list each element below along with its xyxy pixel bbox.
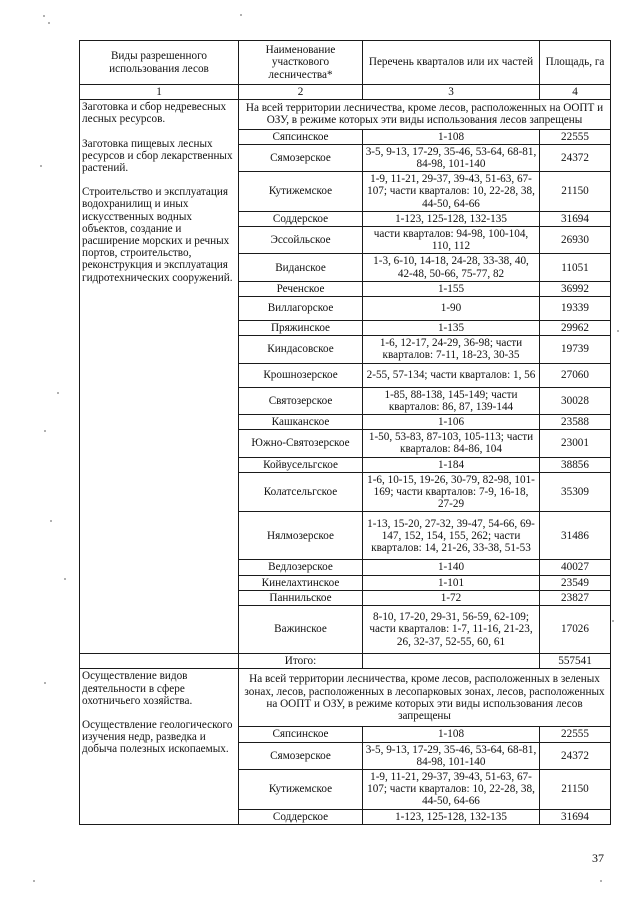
scan-speck [43, 15, 45, 17]
quarters-list: 1-108 [363, 727, 540, 742]
quarters-list: 1-106 [363, 415, 540, 430]
quarters-list: 1-101 [363, 575, 540, 590]
district-name: Сяпсинское [239, 129, 363, 144]
quarters-list: 1-155 [363, 281, 540, 296]
district-name: Нялмозерское [239, 512, 363, 560]
header-area: Площадь, га [540, 41, 611, 85]
column-number-1: 1 [80, 85, 239, 100]
column-numbers-row [80, 85, 611, 100]
district-name: Паннильское [239, 590, 363, 605]
area-value: 38856 [540, 457, 611, 472]
scan-speck [64, 578, 66, 580]
scan-speck [612, 620, 614, 622]
quarters-list: 3-5, 9-13, 17-29, 35-46, 53-64, 68-81, 84-98, 101-140 [363, 144, 540, 171]
column-number-3: 3 [363, 85, 540, 100]
area-value: 29962 [540, 321, 611, 336]
district-name: Сямозерское [239, 144, 363, 171]
scan-speck [48, 22, 50, 24]
district-name: Крошнозерское [239, 363, 363, 387]
area-value: 17026 [540, 606, 611, 654]
area-value: 23588 [540, 415, 611, 430]
scan-speck [33, 880, 35, 882]
district-name: Соддерское [239, 809, 363, 824]
total-area: 557541 [540, 654, 611, 669]
area-value: 31694 [540, 809, 611, 824]
quarters-list: 1-135 [363, 321, 540, 336]
header-district-name: Наименование участкового лесничества* [239, 41, 363, 85]
column-number-2: 2 [239, 85, 363, 100]
use-type-text: Заготовка пищевых лесных ресурсов и сбор лекарственных растений. [82, 137, 233, 175]
area-value: 36992 [540, 281, 611, 296]
quarters-list: части кварталов: 94-98, 100-104, 110, 112 [363, 227, 540, 254]
district-name: Сямозерское [239, 742, 363, 769]
quarters-list: 1-90 [363, 297, 540, 321]
territory-note: На всей территории лесничества, кроме лесов, расположенных в зеленых зонах, лесов, расположенных в лесопарковых зонах, лесов, расположенных на ООПТ и ОЗУ, в режиме которых эти виды использования лесов запрещены [239, 669, 611, 727]
area-value: 21150 [540, 172, 611, 212]
area-value: 11051 [540, 254, 611, 281]
page-number: 37 [592, 851, 604, 865]
scan-speck [57, 392, 59, 394]
use-types-cell [80, 669, 239, 824]
section-note-row [80, 669, 611, 727]
header-quarters-list: Перечень кварталов или их частей [363, 41, 540, 85]
district-name: Эссойльское [239, 227, 363, 254]
scan-speck [240, 14, 242, 16]
quarters-list: 1-85, 88-138, 145-149; части кварталов: 86, 87, 139-144 [363, 387, 540, 414]
area-value: 24372 [540, 144, 611, 171]
district-name: Киндасовское [239, 336, 363, 363]
district-name: Виданское [239, 254, 363, 281]
use-type-text: Заготовка и сбор недревесных лесных ресурсов. [82, 101, 227, 126]
quarters-list: 2-55, 57-134; части кварталов: 1, 56 [363, 363, 540, 387]
header-use-types: Виды разрешенного использования лесов [80, 41, 239, 85]
district-name: Реченское [239, 281, 363, 296]
district-name: Кутижемское [239, 769, 363, 809]
total-row [80, 654, 611, 669]
district-name: Сяпсинское [239, 727, 363, 742]
quarters-list: 1-9, 11-21, 29-37, 39-43, 51-63, 67-107; части кварталов: 10, 22-28, 38, 44-50, 64-66 [363, 172, 540, 212]
district-name: Южно-Святозерское [239, 430, 363, 457]
district-name: Кинелахтинское [239, 575, 363, 590]
quarters-list: 1-123, 125-128, 132-135 [363, 211, 540, 226]
scan-speck [50, 520, 52, 522]
quarters-list: 8-10, 17-20, 29-31, 56-59, 62-109; части кварталов: 1-7, 11-16, 21-23, 26, 32-37, 52-55, 60, 61 [363, 606, 540, 654]
quarters-list: 1-140 [363, 560, 540, 575]
area-value: 31486 [540, 512, 611, 560]
quarters-list: 1-108 [363, 129, 540, 144]
column-number-4: 4 [540, 85, 611, 100]
area-value: 23827 [540, 590, 611, 605]
area-value: 26930 [540, 227, 611, 254]
use-type-text: Осуществление видов деятельности в сфере охотничьего хозяйства. [82, 670, 193, 707]
scan-speck [44, 682, 46, 684]
scan-speck [600, 880, 602, 882]
scan-speck [44, 430, 46, 432]
quarters-list: 1-6, 10-15, 19-26, 30-79, 82-98, 101-169; части кварталов: 7-9, 16-18, 27-29 [363, 472, 540, 512]
area-value: 24372 [540, 742, 611, 769]
area-value: 23001 [540, 430, 611, 457]
section-note-row [80, 100, 611, 129]
district-name: Кашканское [239, 415, 363, 430]
area-value: 19739 [540, 336, 611, 363]
use-type-text: Строительство и эксплуатация водохранилищ и иных искусственных водных объектов, создание и расширение морских и речных портов, строительство, реконструкция и эксплуатация гидротехнических сооружений. [82, 186, 233, 284]
quarters-list: 1-50, 53-83, 87-103, 105-113; части кварталов: 84-86, 104 [363, 430, 540, 457]
quarters-list: 1-3, 6-10, 14-18, 24-28, 33-38, 40, 42-48, 50-66, 75-77, 82 [363, 254, 540, 281]
area-value: 31694 [540, 211, 611, 226]
district-name: Колатсельгское [239, 472, 363, 512]
district-name: Соддерское [239, 211, 363, 226]
quarters-list: 1-72 [363, 590, 540, 605]
quarters-list: 3-5, 9-13, 17-29, 35-46, 53-64, 68-81, 84-98, 101-140 [363, 742, 540, 769]
forest-use-table [79, 40, 611, 825]
total-empty-cell [363, 654, 540, 669]
district-name: Виллагорское [239, 297, 363, 321]
area-value: 19339 [540, 297, 611, 321]
quarters-list: 1-9, 11-21, 29-37, 39-43, 51-63, 67-107; части кварталов: 10, 22-28, 38, 44-50, 64-66 [363, 769, 540, 809]
area-value: 40027 [540, 560, 611, 575]
district-name: Койвусельгское [239, 457, 363, 472]
scan-speck [40, 165, 42, 167]
area-value: 30028 [540, 387, 611, 414]
quarters-list: 1-123, 125-128, 132-135 [363, 809, 540, 824]
area-value: 27060 [540, 363, 611, 387]
area-value: 21150 [540, 769, 611, 809]
area-value: 35309 [540, 472, 611, 512]
district-name: Пряжинское [239, 321, 363, 336]
area-value: 22555 [540, 129, 611, 144]
total-label: Итого: [239, 654, 363, 669]
quarters-list: 1-184 [363, 457, 540, 472]
quarters-list: 1-13, 15-20, 27-32, 39-47, 54-66, 69-147, 152, 154, 155, 262; части кварталов: 14, 21-26, 33-38, 51-53 [363, 512, 540, 560]
area-value: 23549 [540, 575, 611, 590]
use-types-cell [80, 100, 239, 654]
use-type-text: Осуществление геологического изучения недр, разведка и добыча полезных ископаемых. [82, 718, 233, 756]
area-value: 22555 [540, 727, 611, 742]
district-name: Ведлозерское [239, 560, 363, 575]
total-empty-cell [80, 654, 239, 669]
territory-note: На всей территории лесничества, кроме лесов, расположенных на ООПТ и ОЗУ, в режиме которых эти виды использования лесов запрещены [239, 100, 611, 129]
table-header-row [80, 41, 611, 85]
quarters-list: 1-6, 12-17, 24-29, 36-98; части кварталов: 7-11, 18-23, 30-35 [363, 336, 540, 363]
district-name: Святозерское [239, 387, 363, 414]
scan-speck [617, 330, 619, 332]
district-name: Кутижемское [239, 172, 363, 212]
district-name: Важинское [239, 606, 363, 654]
